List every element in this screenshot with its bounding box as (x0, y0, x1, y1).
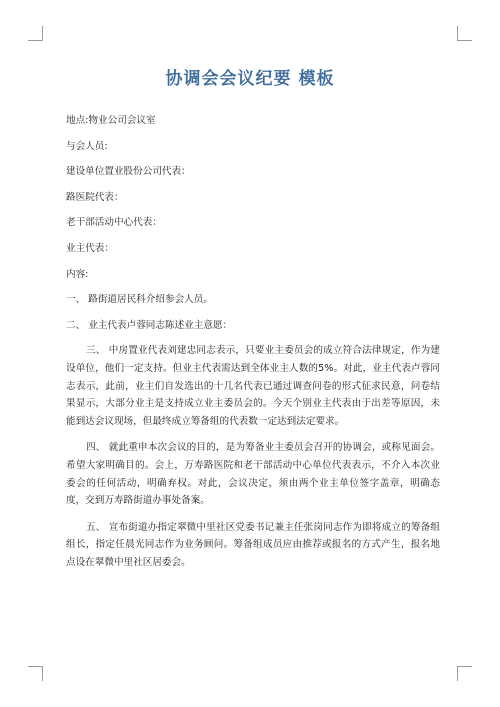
page-corner-mark-bottom-left (28, 666, 43, 681)
document-body (66, 112, 440, 580)
page-corner-mark-top-right (457, 26, 472, 41)
agenda-item-1: 一、 路街道居民科介绍参会人员。 (66, 294, 213, 306)
agenda-paragraph-3: 三、 中房置业代表刘建忠同志表示，只要业主委员会的成立符合法律规定，作为建设单位，他们一定支持。但业主代表需达到全体业主人数的5%。对此，业主代表卢蓉同志表示，此前，业主们自发选出的十几名代表已通过调查问卷的形式征求民意，问卷结果显示，大部分业主是支持成立业主委员会的。今天个别业主代表由于出差等原因，未能到达会议现场，但最终成立筹备组的代表数一定达到法定要求。 (66, 345, 440, 427)
rep-developer: 建设单位置业股份公司代表： (66, 166, 191, 178)
document-title: 协调会会议纪要 模板 (165, 69, 335, 89)
agenda-paragraph-4: 四、 就此重申本次会议的目的，是为筹备业主委员会召开的协调会，或称见面会。希望大家明确目的。会上，万寿路医院和老干部活动中心单位代表表示，不介入本次业委会的任何活动，明确弃权。对此，会议决定，须由两个业主单位签字盖章，明确态度，交到万寿路街道办事处备案。 (66, 442, 440, 507)
rep-hospital: 路医院代表： (66, 191, 124, 203)
content-label: 内容: (66, 268, 89, 280)
rep-owners: 业主代表： (66, 242, 114, 254)
attendees-label: 与会人员: (66, 140, 108, 152)
page-corner-mark-bottom-right (457, 666, 472, 681)
rep-veteran-center: 老干部活动中心代表： (66, 217, 162, 229)
location-line: 地点:物业公司会议室 (66, 115, 156, 126)
agenda-item-2: 二、 业主代表卢蓉同志陈述业主意愿： (66, 319, 233, 331)
agenda-paragraph-5: 五、 宣布街道办指定翠微中里社区党委书记兼主任张岗同志作为即将成立的筹备组组长，指定任晨光同志作为业务顾问。筹备组成员应由推荐或报名的方式产生，报名地点设在翠微中里社区居委会。 (66, 521, 440, 568)
page-corner-mark-top-left (28, 26, 43, 41)
